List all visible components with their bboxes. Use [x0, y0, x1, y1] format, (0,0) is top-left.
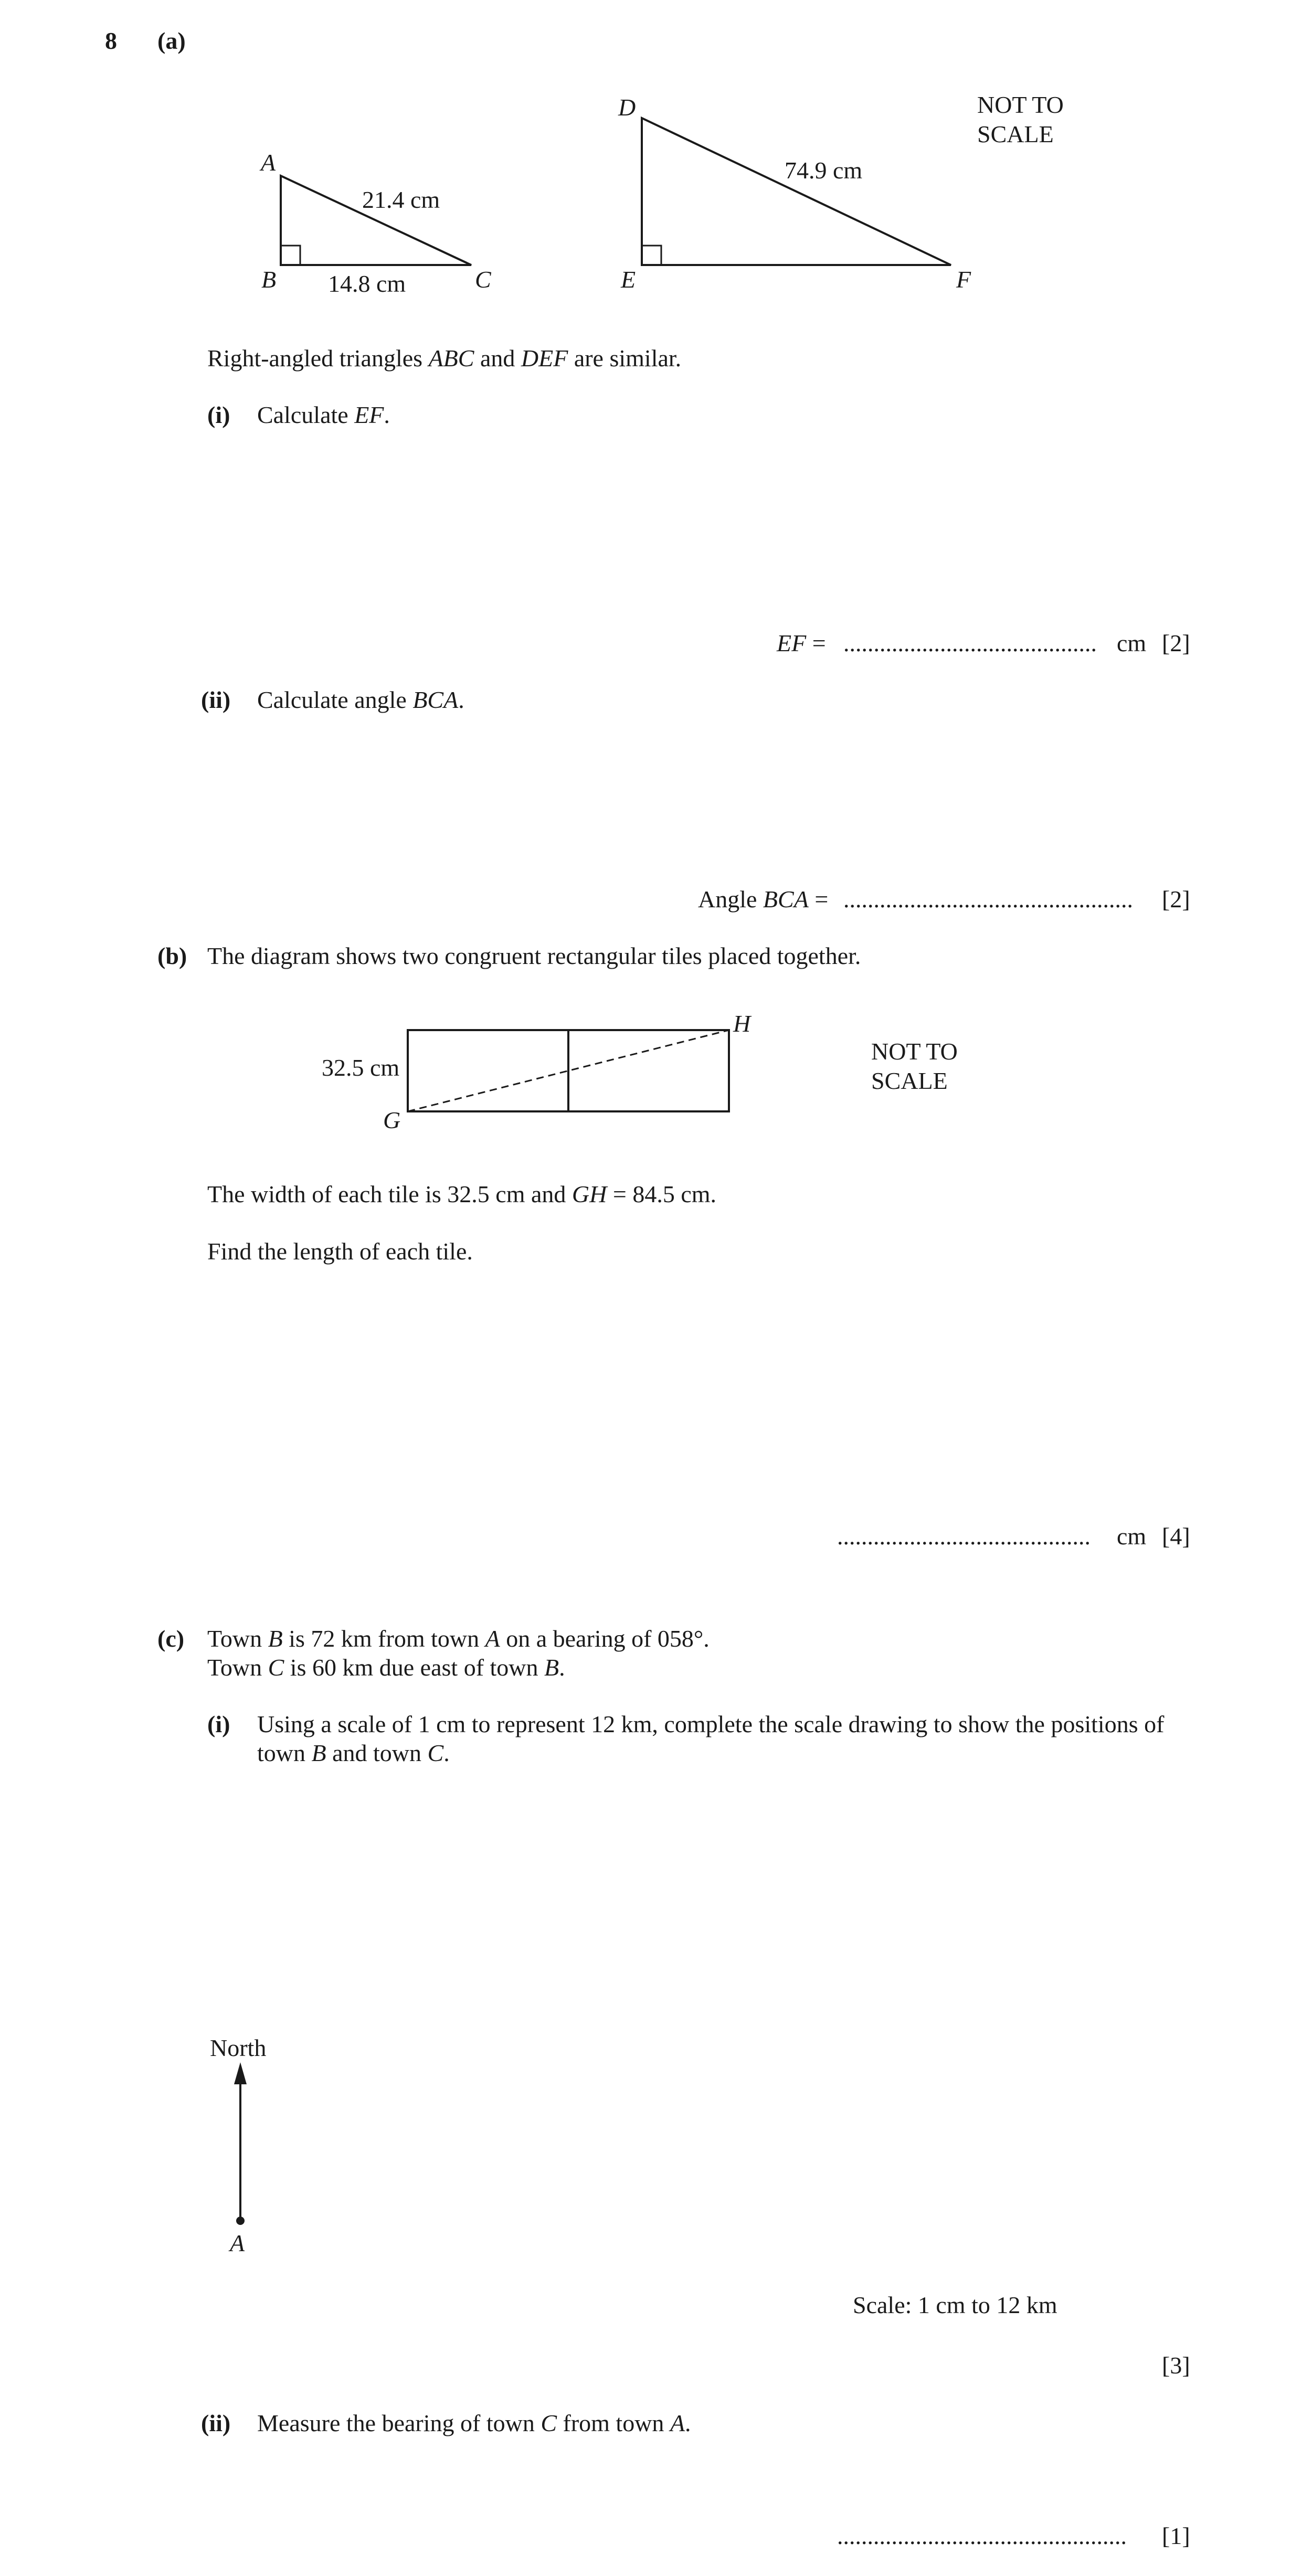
label-width: 32.5 cm [322, 1054, 400, 1081]
label-H: H [733, 1010, 751, 1037]
not-to-scale-a-line1: NOT TO [977, 91, 1064, 118]
scale-note: Scale: 1 cm to 12 km [853, 2292, 1057, 2318]
part-a-i-marks: [2] [1162, 630, 1190, 656]
part-c-i-line2: town B and town C. [257, 1740, 450, 1766]
label-A: A [261, 149, 276, 176]
label-G: G [383, 1107, 401, 1133]
label-E: E [621, 266, 636, 293]
part-c-line2: Town C is 60 km due east of town B. [207, 1654, 565, 1681]
part-a-ii-answer-line[interactable]: ................................................ [843, 886, 1133, 913]
label-bc: 14.8 cm [328, 270, 406, 297]
part-c-label: (c) [157, 1625, 185, 1652]
part-c-ii-text: Measure the bearing of town C from town A. [257, 2410, 691, 2436]
not-to-scale-b-line1: NOT TO [871, 1038, 958, 1065]
part-c-i-marks: [3] [1162, 2352, 1190, 2379]
part-c-i-label: (i) [207, 1711, 230, 1737]
label-B: B [261, 266, 277, 293]
part-a-i-answer-label: EF = [777, 630, 826, 656]
part-b-given: The width of each tile is 32.5 cm and GH = 84.5 cm. [207, 1181, 717, 1207]
part-b-marks: [4] [1162, 1523, 1190, 1550]
part-a-ii-text: Calculate angle BCA. [257, 686, 464, 713]
label-hyp-abc: 21.4 cm [362, 186, 440, 213]
right-angle-b [281, 246, 300, 265]
part-c-line1: Town B is 72 km from town A on a bearing of 058°. [207, 1625, 710, 1652]
part-a-i-label: (i) [207, 401, 230, 428]
part-c-ii-label: (ii) [201, 2410, 231, 2436]
point-a-dot [236, 2217, 245, 2225]
right-angle-e [642, 246, 661, 265]
part-b-label: (b) [157, 942, 187, 969]
part-c-ii-answer-line[interactable]: ................................................ [837, 2522, 1127, 2549]
tile-left [408, 1030, 568, 1111]
part-a-i-answer-line[interactable]: .......................................... [843, 630, 1097, 656]
label-D: D [618, 94, 636, 121]
not-to-scale-a-line2: SCALE [977, 121, 1054, 147]
label-C: C [475, 266, 491, 293]
north-arrowhead [234, 2062, 247, 2084]
label-hyp-def: 74.9 cm [785, 157, 863, 184]
part-a-stem: Right-angled triangles ABC and DEF are similar. [207, 345, 682, 372]
part-b-find: Find the length of each tile. [207, 1238, 473, 1265]
part-a-ii-label: (ii) [201, 686, 231, 713]
part-b-text: The diagram shows two congruent rectangular tiles placed together. [207, 942, 861, 969]
part-b-answer-line[interactable]: .......................................... [837, 1523, 1091, 1550]
not-to-scale-b-line2: SCALE [871, 1067, 948, 1094]
tile-right [568, 1030, 729, 1111]
triangle-def [642, 118, 951, 265]
part-b-unit: cm [1117, 1523, 1147, 1550]
part-a-ii-answer-label: Angle BCA = [698, 886, 829, 913]
question-number: 8 [105, 27, 117, 54]
part-a-i-text: Calculate EF. [257, 401, 390, 428]
part-a-ii-marks: [2] [1162, 886, 1190, 913]
part-a-i-unit: cm [1117, 630, 1147, 656]
part-a-label: (a) [157, 27, 186, 54]
part-c-i-line1: Using a scale of 1 cm to represent 12 km, complete the scale drawing to show the positions of [257, 1711, 1165, 1737]
part-c-ii-marks: [1] [1162, 2522, 1190, 2549]
label-F: F [956, 266, 971, 293]
north-label: North [210, 2034, 267, 2061]
label-point-A: A [230, 2230, 245, 2256]
